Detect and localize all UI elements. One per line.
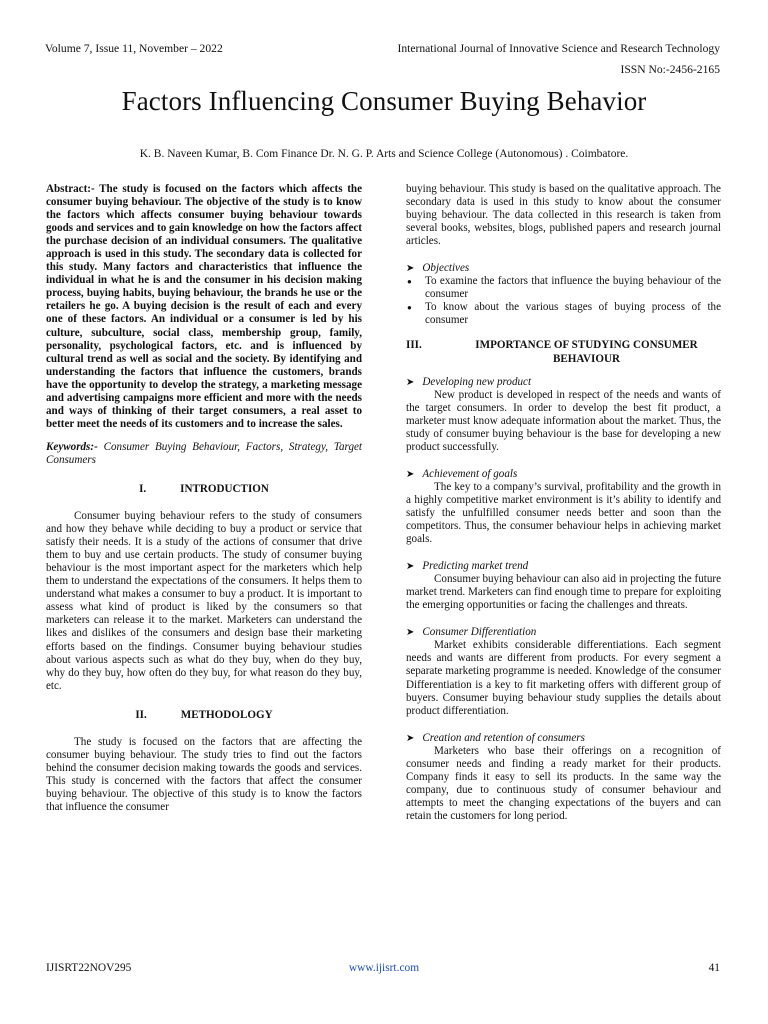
issn: ISSN No:-2456-2165	[620, 63, 720, 76]
keywords	[46, 441, 362, 467]
section-heading-introduction	[46, 483, 362, 496]
subsection-text: Marketers who base their offerings on a recognition of consumer needs and finding a ready market for their products. Company finds it easy to sell its products. In the same way the company, due to continuous study of consumer behaviour and attempts to meet the changing expectations of the buyers and can retain the customers for long period.	[406, 744, 721, 822]
subsection-title: Creation and retention of consumers	[422, 731, 585, 744]
methodology-text: The study is focused on the factors that are affecting the consumer buying behaviour. The study tries to find out the factors behind the consumer decision making towards the goods and services. This study is concerned with the factors that affect the consumer buying behaviour. The objective of this study is to know the factors that influence the consumer	[46, 735, 362, 813]
list-item: ● To examine the factors that influence the buying behaviour of the consumer	[406, 275, 721, 301]
page-number: 41	[708, 962, 720, 974]
subsection-heading	[406, 732, 721, 745]
section-heading-methodology	[46, 709, 362, 722]
subsection-title: Consumer Differentiation	[422, 626, 537, 639]
right-column	[406, 183, 721, 823]
section-title: INTRODUCTION	[180, 482, 269, 495]
abstract: Abstract:- The study is focused on the factors which affects the consumer buying behaviour. The objective of the study is to know the factors which affects consumer buying behaviour towards goods and services and to gain knowledge on how the factors affect the purchase decision of an individual consumers. The qualitative approach is used in this study. The secondary data is collected for this study. Many factors and characteristics that influence the individual in what he is and the consumer in his decision making process, buying habits, buying behaviour, the brands he use or the retailers he go. A buying decision is the result of each and every one of these factors. An individual or a consumer is led by his culture, subculture, social class, membership group, family, personality, psychological factors, etc. and is influenced by cultural trend as well as social and the society. By identifying and understanding the factors that influence the customers, brands have the opportunity to develop the strategy, a marketing message and advertising campaigns more efficient and more with the needs and ways of thinking of their target consumers, a real asset to better meet the needs of its customers and to increase the sales.	[46, 183, 362, 430]
objectives-list	[406, 275, 721, 327]
section-number: II.	[135, 708, 147, 721]
keywords-label: Keywords:-	[46, 440, 98, 453]
author-line: K. B. Naveen Kumar, B. Com Finance Dr. N. G. P. Arts and Science College (Autonomous) . Coimbatore.	[139, 148, 629, 160]
arrow-bullet-icon: ➤	[406, 561, 415, 573]
subsection-heading	[406, 468, 721, 481]
paper-title: Factors Influencing Consumer Buying Behavior	[121, 86, 647, 116]
subsection-heading	[406, 626, 721, 639]
introduction-text: Consumer buying behaviour refers to the study of consumers and how they behave while deciding to buy a product or service that satisfy their needs. It is a study of the actions of consumer that drive them to buy and use certain products. The study of consumer buying behaviour is the most important aspect for the marketers which help them to understand the expectations of the consumers. It helps them to understand what makes a consumer to buy a product. It is important to assess what kind of product is liked by the consumers so that marketers can release it to the market. Marketers can understand the likes and dislikes of the consumers and design base their marketing efforts based on the findings. Consumer buying behaviour studies about various aspects such as what do they buy, when do they buy, why do they buy, how often do they buy, for what reason do they buy, etc.	[46, 510, 362, 692]
section-heading-importance	[406, 339, 721, 365]
section-title: IMPORTANCE OF STUDYING CONSUMER BEHAVIOUR	[475, 339, 698, 365]
left-column	[46, 183, 362, 814]
section-number: I.	[139, 482, 147, 495]
arrow-bullet-icon: ➤	[406, 263, 415, 275]
section-number: III.	[406, 339, 422, 352]
arrow-bullet-icon: ➤	[406, 627, 415, 639]
journal-name: International Journal of Innovative Science and Research Technology	[397, 42, 720, 55]
subsection-title: Predicting market trend	[422, 560, 529, 573]
volume-info: Volume 7, Issue 11, November – 2022	[45, 42, 223, 55]
subsection-text: The key to a company’s survival, profitability and the growth in a highly competitive market environment is it’s ability to identify and satisfy the unfulfilled consumer needs better and soon than the competitors. Thus, the consumer behaviour helps in achieving market goals.	[406, 480, 721, 546]
journal-website-link[interactable]: www.ijisrt.com	[348, 962, 420, 974]
subsection-title: Achievement of goals	[422, 467, 518, 480]
keywords-text: Consumer Buying Behaviour, Factors, Strategy, Target Consumers	[46, 440, 362, 466]
arrow-bullet-icon: ➤	[406, 468, 415, 480]
section-title: METHODOLOGY	[180, 708, 273, 721]
methodology-continued: buying behaviour. This study is based on the qualitative approach. The secondary data is used in this study to know about the consumer buying behaviour. The data collected in this research is taken from several books, websites, blogs, published papers and research journal articles.	[406, 183, 721, 248]
subsection-heading	[406, 376, 721, 389]
subsection-heading	[406, 560, 721, 573]
list-item: ● To know about the various stages of buying process of the consumer	[406, 301, 721, 327]
subsection-title: Developing new product	[422, 375, 532, 388]
paper-id: IJISRT22NOV295	[46, 962, 132, 974]
subsection-text: New product is developed in respect of the needs and wants of the target consumers. In order to develop the best fit product, a marketer must know adequate information about the market. Thus, the study of consumer buying behaviour is the base for developing a new product successfully.	[406, 388, 721, 453]
subsection-title: Objectives	[422, 262, 470, 275]
objectives-heading	[406, 262, 721, 275]
arrow-bullet-icon: ➤	[406, 376, 415, 388]
subsection-text: Market exhibits considerable differentiations. Each segment needs and wants are different from products. For every segment a separate marketing programme is needed. Knowledge of the consumer Differentiation is a key to fit marketing offers with different group of buyers. Consumer buying behaviour study supplies the details about product differentiation.	[406, 639, 721, 717]
subsection-text: Consumer buying behaviour can also aid in projecting the future market trend. Marketers can find enough time to prepare for exploiting the emerging opportunities or facing the challenges and threats.	[406, 573, 721, 612]
arrow-bullet-icon: ➤	[406, 732, 415, 744]
